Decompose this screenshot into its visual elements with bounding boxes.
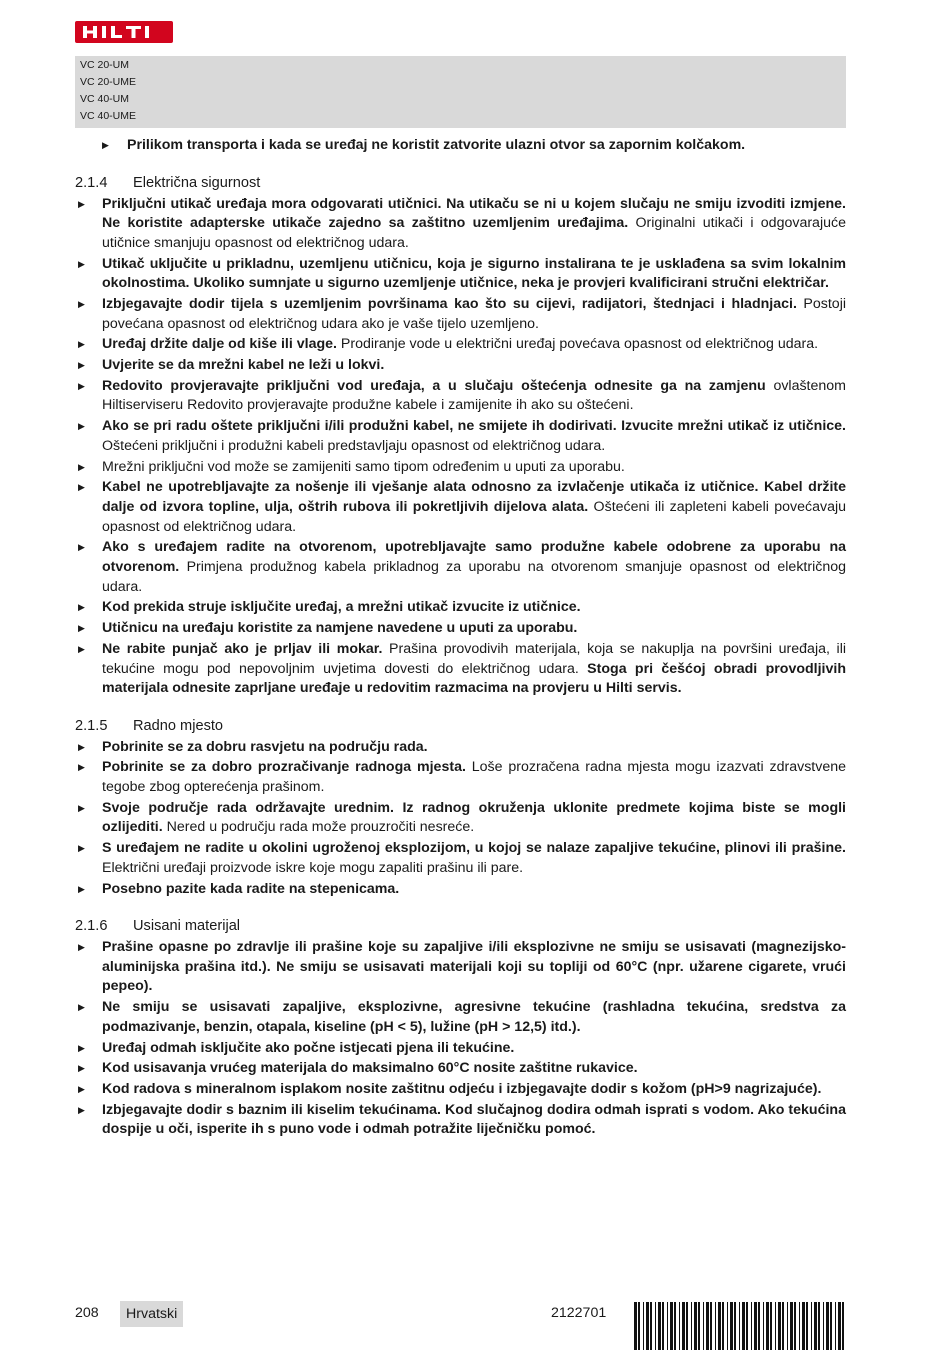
bold-text: Stoga pri češćoj obradi provodljivih materijala odnesite zaprljane uređaje u redovitim razmacima na provjeru u Hilti servis.	[102, 660, 846, 697]
triangle-right-icon: ▶	[78, 883, 85, 894]
bold-text: Utikač uključite u prikladnu, uzemljenu utičnicu, koja je sigurno instalirana te je usklađena sa svim lokalnim okolnostima. Ukoliko sumnjate u sigurno uzemljenje utičnice, neka je provjeri kvalificirani stručni električar.	[102, 255, 846, 292]
barcode-bar	[691, 1302, 692, 1350]
bold-text: Ako se pri radu oštete priključni i/ili produžni kabel, ne smijete ih dodirivati. Izvucite mrežni utikač iz utičnice.	[102, 418, 846, 435]
list-item	[75, 998, 846, 1037]
barcode-bar	[799, 1302, 800, 1350]
barcode-bar	[634, 1302, 637, 1350]
list-item	[75, 255, 846, 294]
list-item	[75, 538, 846, 597]
body-text: Električni uređaji proizvode iskre koje mogu zapaliti prašinu ili pare.	[102, 859, 524, 876]
barcode-bar	[806, 1302, 808, 1350]
barcode-bar	[790, 1302, 793, 1350]
barcode-bar	[842, 1302, 844, 1350]
list-item	[75, 417, 846, 456]
list-item	[75, 799, 846, 838]
bold-text: Uređaj odmah isključite ako počne istjecati pjena ili tekućine.	[102, 1039, 515, 1056]
list-item	[75, 377, 846, 416]
model-name: VC 20-UME	[80, 76, 137, 88]
barcode-bar	[763, 1302, 764, 1350]
bold-text: Kod usisavanja vrućeg materijala do maksimalno 60°C nosite zaštitne rukavice.	[102, 1060, 638, 1077]
bold-text: Kabel ne upotrebljavajte za nošenje ili vješanje alata odnosno za izvlačenje utikača iz utičnice. Kabel držite dalje od izvora topline, ulja, oštrih rubova ili pokretljivih dijelova alata.	[102, 479, 846, 515]
bold-text: Redovito provjeravajte priključni vod uređaja, a u slučaju oštećenja odnesite ga na zamjenu	[102, 377, 766, 394]
barcode-bar	[670, 1302, 673, 1350]
bold-text: Izbjegavajte dodir s baznim ili kiselim tekućinama. Kod slučajnog dodira odmah isprati s vodom. Ako tekućina dospije u oči, isperite ih s puno vode i odmah potražite liječničku pomoć.	[102, 1101, 846, 1138]
bold-text: Svoje područje rada održavajte urednim. Iz radnog okruženja uklonite predmete kojima biste se mogli ozlijediti.	[102, 799, 846, 836]
triangle-right-icon: ▶	[78, 1063, 85, 1074]
triangle-right-icon: ▶	[78, 942, 85, 953]
triangle-right-icon: ▶	[102, 140, 109, 150]
body-text: Postoji povećana opasnost od električnog udara ako je vaše tijelo uzemljeno.	[102, 295, 846, 332]
list-item	[75, 335, 846, 355]
barcode	[634, 1302, 846, 1350]
body-text: ovlaštenom Hiltiserviseru Redovito provjeravajte produžne kabele i zamijenite ih ako su oštećeni.	[102, 377, 846, 414]
barcode-bar	[739, 1302, 740, 1350]
triangle-right-icon: ▶	[78, 762, 85, 773]
triangle-right-icon: ▶	[78, 482, 85, 493]
body-text: Originalni utikači i odgovarajuće utičnice smanjuju opasnost od električnog udara.	[102, 215, 846, 251]
barcode-bar	[830, 1302, 832, 1350]
hilti-logo-mark	[81, 25, 167, 39]
barcode-bar	[734, 1302, 736, 1350]
section-number: 2.1.4	[75, 174, 108, 191]
list-item	[75, 356, 846, 376]
language-label: Hrvatski	[120, 1301, 183, 1327]
list-item	[75, 478, 846, 537]
triangle-right-icon: ▶	[78, 360, 85, 371]
barcode-bar	[802, 1302, 805, 1350]
body-text: Prašina provodivih materijala, koja se nakuplja na površini uređaja, ili tekućine mogu pod nepovoljnim uvjetima dovesti do električnog udara.	[102, 640, 846, 677]
bold-text: Utičnicu na uređaju koristite za namjene navedene u uputi za uporabu.	[102, 620, 578, 637]
barcode-bar	[766, 1302, 769, 1350]
section-title: Radno mjesto	[133, 717, 224, 734]
body-text: Nered u području rada može prouzročiti nesreće.	[162, 819, 475, 836]
triangle-right-icon: ▶	[78, 602, 85, 613]
barcode-bar	[835, 1302, 836, 1350]
section-title: Usisani materijal	[133, 918, 241, 935]
list-item	[75, 1039, 846, 1059]
barcode-bar	[682, 1302, 685, 1350]
triangle-right-icon: ▶	[78, 380, 85, 391]
section-number: 2.1.5	[75, 717, 108, 734]
bold-text: Pobrinite se za dobro prozračivanje radnoga mjesta.	[102, 759, 466, 776]
barcode-bar	[710, 1302, 712, 1350]
barcode-bar	[838, 1302, 841, 1350]
model-list	[75, 56, 846, 128]
barcode-bar	[823, 1302, 824, 1350]
barcode-bar	[674, 1302, 676, 1350]
bold-text: S uređajem ne radite u okolini ugroženoj eksplozijom, u kojoj se nalaze zapaljive tekućine, plinovi ili prašine.	[102, 840, 846, 857]
list-item	[75, 295, 846, 334]
barcode-bar	[727, 1302, 728, 1350]
list-item	[75, 640, 846, 699]
bold-text: Priključni utikač uređaja mora odgovarati utičnici. Na utikaču se ni u kojem slučaju ne smiju izvoditi izmjene. Ne koristite adapterske utikače zajedno sa zaštitno uzemljenim uređajima.	[102, 195, 846, 232]
body-text: Mrežni priključni vod može se zamijeniti samo tipom određenim u uputi za uporabu.	[102, 458, 625, 475]
barcode-bar	[667, 1302, 668, 1350]
barcode-bar	[742, 1302, 745, 1350]
list-item	[75, 619, 846, 639]
barcode-bar	[811, 1302, 812, 1350]
barcode-bar	[826, 1302, 829, 1350]
barcode-bar	[730, 1302, 733, 1350]
barcode-bar	[770, 1302, 772, 1350]
section-heading	[75, 716, 846, 736]
barcode-bar	[643, 1302, 644, 1350]
list-item	[75, 839, 846, 878]
model-name: VC 40-UME	[80, 110, 137, 122]
section-number: 2.1.6	[75, 918, 108, 935]
bold-text: Ne smiju se usisavati zapaljive, eksplozivne, agresivne tekućine (rashladna tekućina, sredstva za podmazivanje, benzin, otapala, kiseline (pH < 5), lužine (pH > 12,5) itd.).	[102, 999, 846, 1035]
list-item	[75, 195, 846, 254]
barcode-bar	[706, 1302, 709, 1350]
barcode-bar	[778, 1302, 781, 1350]
body-text: Prodiranje vode u električni uređaj povećava opasnost od električnog udara.	[336, 336, 819, 353]
barcode-bar	[638, 1302, 640, 1350]
list-item	[75, 1080, 846, 1100]
document-body	[75, 128, 846, 1141]
body-text: Loše prozračena radna mjesta mogu izazvati zdravstvene tegobe zbog opterećenja prašinom.	[102, 759, 847, 796]
model-name: VC 40-UM	[80, 93, 130, 105]
triangle-right-icon: ▶	[78, 1002, 85, 1013]
barcode-bar	[686, 1302, 688, 1350]
barcode-bar	[698, 1302, 700, 1350]
section-title: Električna sigurnost	[133, 174, 261, 191]
hilti-logo	[75, 21, 173, 43]
triangle-right-icon: ▶	[78, 298, 85, 309]
barcode-bar	[655, 1302, 656, 1350]
triangle-right-icon: ▶	[78, 461, 85, 472]
bold-text: Prilikom transporta i kada se uređaj ne koristit zatvorite ulazni otvor sa zapornim kolčakom.	[127, 137, 746, 153]
barcode-bar	[650, 1302, 652, 1350]
barcode-bar	[814, 1302, 817, 1350]
list-item	[75, 738, 846, 758]
barcode-bar	[754, 1302, 757, 1350]
triangle-right-icon: ▶	[78, 542, 85, 553]
barcode-bar	[775, 1302, 776, 1350]
triangle-right-icon: ▶	[78, 1084, 85, 1095]
list-item	[75, 880, 846, 900]
section-heading	[75, 173, 846, 193]
barcode-bar	[794, 1302, 796, 1350]
barcode-bar	[646, 1302, 649, 1350]
bold-text: Ne rabite punjač ako je prljav ili mokar.	[102, 640, 383, 657]
bold-text: Uređaj držite dalje od kiše ili vlage.	[102, 336, 337, 353]
barcode-bar	[751, 1302, 752, 1350]
bold-text: Posebno pazite kada radite na stepenicama.	[102, 880, 400, 897]
triangle-right-icon: ▶	[78, 623, 85, 634]
triangle-right-icon: ▶	[78, 741, 85, 752]
bold-text: Pobrinite se za dobru rasvjetu na području rada.	[102, 738, 428, 755]
triangle-right-icon: ▶	[78, 843, 85, 854]
page-number: 208	[75, 1305, 99, 1321]
bold-text: Uvjerite se da mrežni kabel ne leži u lokvi.	[102, 357, 385, 374]
triangle-right-icon: ▶	[78, 802, 85, 813]
barcode-bar	[818, 1302, 820, 1350]
bold-text: Ako s uređajem radite na otvorenom, upotrebljavajte samo produžne kabele odobrene za uporabu na otvorenom.	[102, 539, 846, 575]
barcode-bar	[679, 1302, 680, 1350]
barcode-bar	[787, 1302, 788, 1350]
triangle-right-icon: ▶	[78, 258, 85, 269]
body-text: Oštećeni ili zapleteni kabeli povećavaju opasnost od električnog udara.	[102, 499, 846, 535]
list-item	[75, 1059, 846, 1079]
model-name: VC 20-UM	[80, 59, 130, 71]
barcode-bar	[746, 1302, 748, 1350]
triangle-right-icon: ▶	[78, 339, 85, 350]
barcode-bar	[718, 1302, 721, 1350]
list-item	[75, 598, 846, 618]
bold-text: Kod prekida struje isključite uređaj, a mrežni utikač izvucite iz utičnice.	[102, 599, 581, 616]
triangle-right-icon: ▶	[78, 643, 85, 654]
barcode-bar	[662, 1302, 664, 1350]
triangle-right-icon: ▶	[78, 1042, 85, 1053]
barcode-bar	[703, 1302, 704, 1350]
bold-text: Prašine opasne po zdravlje ili prašine koje su zapaljive i/ili eksplozivne ne smiju se usisavati (magnezijsko-aluminijska prašina itd.). Ne smiju se usisavati materijali koji su topliji od 60°C (npr. užarene cigarete, vrući pepeo).	[102, 939, 846, 995]
list-item	[75, 1101, 846, 1140]
barcode-bar	[758, 1302, 760, 1350]
list-item	[75, 938, 846, 997]
barcode-bar	[658, 1302, 661, 1350]
list-item	[75, 458, 846, 478]
list-item	[75, 758, 846, 797]
section-heading	[75, 916, 846, 936]
barcode-bar	[715, 1302, 716, 1350]
body-text: Oštećeni priključni i produžni kabeli predstavljaju opasnost od električnog udara.	[102, 437, 606, 454]
bold-text: Kod radova s mineralnom isplakom nosite zaštitnu odjeću i izbjegavajte dodir s kožom (pH>9 nagrizajuće).	[102, 1081, 822, 1098]
triangle-right-icon: ▶	[78, 421, 85, 432]
list-item	[75, 136, 846, 156]
barcode-bar	[722, 1302, 724, 1350]
barcode-bar	[782, 1302, 784, 1350]
bold-text: Izbjegavajte dodir tijela s uzemljenim površinama kao što su cijevi, radijatori, štednjaci i hladnjaci.	[102, 295, 797, 312]
triangle-right-icon: ▶	[78, 1104, 85, 1115]
triangle-right-icon: ▶	[78, 198, 85, 209]
document-code: 2122701	[551, 1305, 607, 1321]
body-text: Primjena produžnog kabela prikladnog za uporabu na otvorenom smanjuje opasnost od električnog udara.	[102, 558, 846, 595]
barcode-bar	[694, 1302, 697, 1350]
